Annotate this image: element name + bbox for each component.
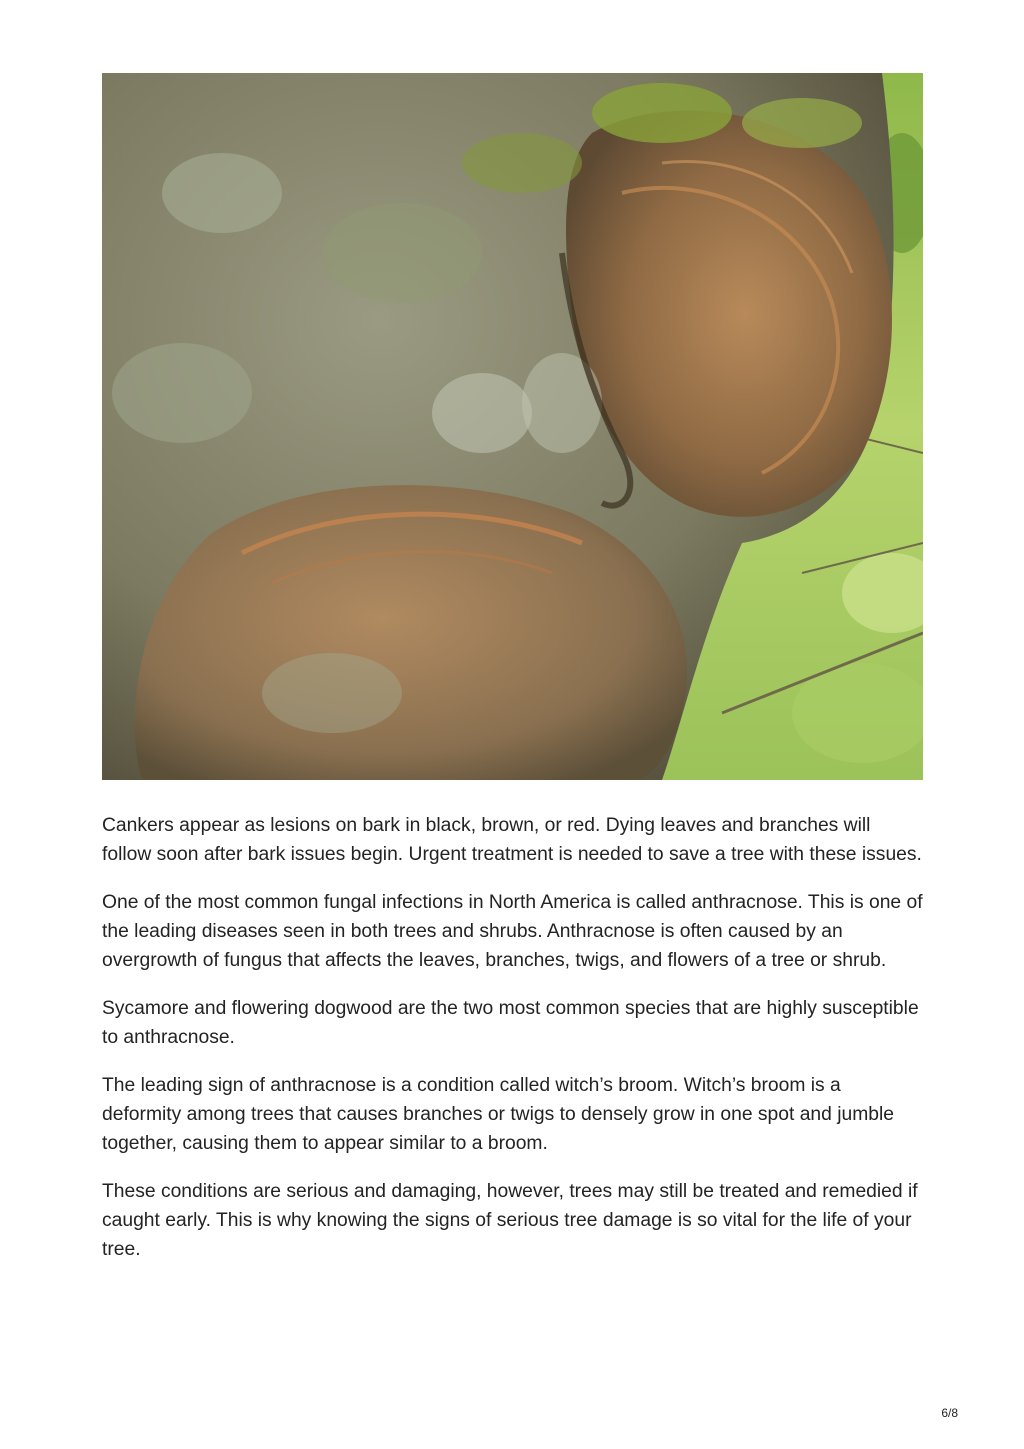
paragraph-sycamore-dogwood: Sycamore and flowering dogwood are the two most common species that are highly susceptible to anthracnose. <box>102 998 919 1048</box>
paragraph-cankers: Cankers appear as lesions on bark in black, brown, or red. Dying leaves and branches will follow soon after bark issues begin. Urgent treatment is needed to save a tree with these issues. <box>102 815 922 865</box>
paragraph-anthracnose: One of the most common fungal infections in North America is called anthracnose. This is one of the leading diseases seen in both trees and shrubs. Anthracnose is often caused by an overgrowth of fungus that affects the leaves, branches, twigs, and flowers of a tree or shrub. <box>102 892 923 971</box>
article-body <box>102 811 924 1283</box>
tree-bark-canker-photo <box>102 73 923 780</box>
page-number: 6/8 <box>941 1406 958 1420</box>
paragraph-witches-broom: The leading sign of anthracnose is a condition called witch’s broom. Witch’s broom is a deformity among trees that causes branches or twigs to densely grow in one spot and jumble together, causing them to appear similar to a broom. <box>102 1075 895 1154</box>
paragraph-treatment: These conditions are serious and damaging, however, trees may still be treated and remedied if caught early. This is why knowing the signs of serious tree damage is so vital for the life of your tree. <box>102 1181 918 1260</box>
